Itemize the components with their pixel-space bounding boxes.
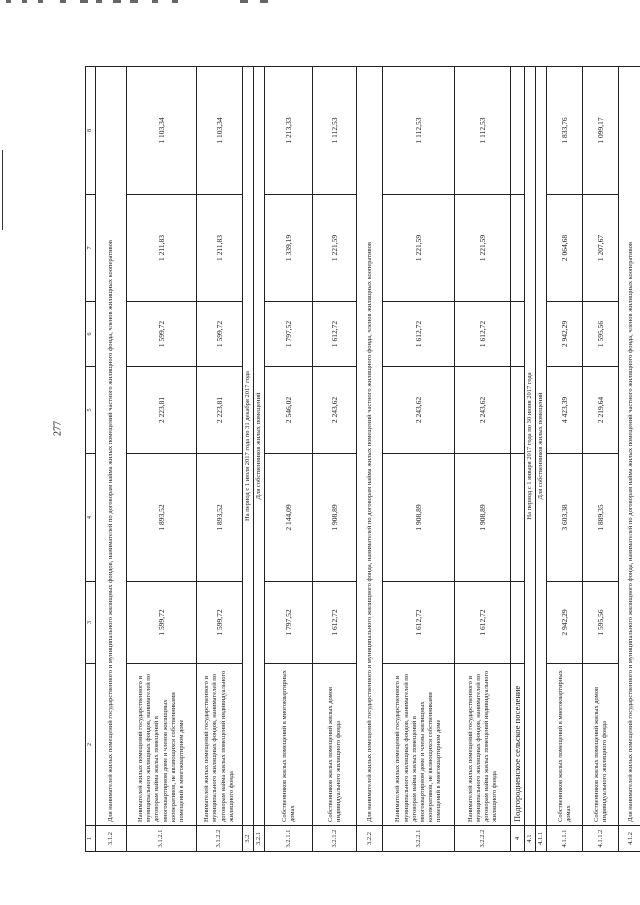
category-text: Для нанимателей жилых помещений государственного и муниципального жилищного фонда, нанимателей по договорам найма жилых помещений частного жилищного фонда, членов жилищных кооперативов <box>619 67 640 826</box>
value-col-3: 1 612,72 <box>383 582 455 664</box>
row-number: 3.2.2.1 <box>383 826 455 852</box>
value-col-4: 1 893,52 <box>127 454 197 582</box>
table-row-3-2 <box>243 67 254 852</box>
row-number: 3.2.1 <box>254 826 265 852</box>
value-col-8: 1 103,34 <box>127 67 197 195</box>
scan-edge-marks <box>0 0 640 12</box>
value-col-4: 1 889,35 <box>583 454 619 582</box>
value-col-7: 1 339,19 <box>265 195 313 302</box>
row-label: Собственников жилых помещений жилых домов индивидуального жилищного фонда <box>583 664 619 826</box>
value-col-7: 1 221,59 <box>455 195 511 302</box>
value-col-3: 1 797,52 <box>265 582 313 664</box>
value-col-4: 3 603,38 <box>547 454 583 582</box>
row-number: 3.2.1.2 <box>313 826 357 852</box>
value-col-6: 1 595,56 <box>583 302 619 367</box>
row-label: Собственников жилых помещений в многоквартирных домах <box>547 664 583 826</box>
row-number: 3.2.2 <box>357 826 383 852</box>
row-label: Нанимателей жилых помещений государственного и муниципального жилищных фондов, нанимателей по договорам найма жилых помещений индивидуального жилищного фонда <box>197 664 243 826</box>
value-col-5: 2 223,81 <box>127 367 197 454</box>
table-row-3-2-2 <box>357 67 383 852</box>
value-col-5: 4 423,39 <box>547 367 583 454</box>
row-label: Собственников жилых помещений в многоквартирных домах <box>265 664 313 826</box>
value-col-8: 1 099,17 <box>583 67 619 195</box>
row-label: Нанимателей жилых помещений государственного и муниципального жилищных фондов, нанимателей по договорам найма жилых помещений индивидуального жилищного фонда <box>455 664 511 826</box>
category-text: Для нанимателей жилых помещений государственного и муниципального жилищных фондов, нанимателей по договорам найма жилых помещений частного жилищного фонда, членов жилищных кооперативов <box>96 67 127 826</box>
value-col-8: 1 213,33 <box>265 67 313 195</box>
value-col-6: 1 612,72 <box>383 302 455 367</box>
value-col-6: 1 599,72 <box>197 302 243 367</box>
value-col-7: 1 221,59 <box>313 195 357 302</box>
table-row-3-2-1 <box>254 67 265 852</box>
row-number: 3.2 <box>243 826 254 852</box>
row-number: 4.1.1 <box>536 826 547 852</box>
table-row-4-1 <box>524 67 535 852</box>
table-row-4-1-1 <box>536 67 547 852</box>
value-col-7: 1 211,83 <box>127 195 197 302</box>
table-row-4 <box>511 67 525 852</box>
header-cell: 1 <box>86 826 96 852</box>
scan-margin-line <box>2 150 3 230</box>
value-col-4: 1 908,89 <box>313 454 357 582</box>
category-text: Для собственников жилых помещений <box>254 67 265 826</box>
row-number: 4.1.1.2 <box>583 826 619 852</box>
value-col-5: 2 243,62 <box>383 367 455 454</box>
table-row-4-1-1-1 <box>547 67 583 852</box>
row-number: 3.2.1.1 <box>265 826 313 852</box>
value-col-5: 2 219,64 <box>583 367 619 454</box>
period-text: На период с 1 января 2017 года по 30 июня 2017 года <box>524 67 535 826</box>
header-cell: 5 <box>86 367 96 454</box>
header-cell: 4 <box>86 454 96 582</box>
value-col-4: 1 908,89 <box>455 454 511 582</box>
value-col-4: 1 908,89 <box>383 454 455 582</box>
value-col-7: 1 207,67 <box>583 195 619 302</box>
column-number-header <box>86 67 96 852</box>
tariff-table <box>85 66 640 852</box>
value-col-5: 2 243,62 <box>313 367 357 454</box>
row-number: 4.1.1.1 <box>547 826 583 852</box>
value-col-5: 2 243,62 <box>455 367 511 454</box>
table-row-3-1-2-1 <box>127 67 197 852</box>
page-number: 277 <box>52 421 64 436</box>
value-col-3: 1 612,72 <box>313 582 357 664</box>
table-row-4-1-2 <box>619 67 640 852</box>
table-row-3-1-2 <box>96 67 127 852</box>
table-row-3-2-1-1 <box>265 67 313 852</box>
header-cell: 2 <box>86 664 96 826</box>
category-text: Для нанимателей жилых помещений государственного и муниципального жилищного фонда, нанимателей по договорам найма жилых помещений частного жилищного фонда, членов жилищных кооперативов <box>357 67 383 826</box>
row-number: 3.1.2.1 <box>127 826 197 852</box>
row-number: 4.1 <box>524 826 535 852</box>
settlement-name: Подгородненское сельское поселение <box>511 664 525 826</box>
value-col-3: 1 599,72 <box>127 582 197 664</box>
table-row-3-1-2-2 <box>197 67 243 852</box>
value-col-8: 1 112,53 <box>383 67 455 195</box>
value-col-7: 1 221,59 <box>383 195 455 302</box>
value-col-3: 2 942,29 <box>547 582 583 664</box>
row-label: Собственников жилых помещений жилых домов индивидуального жилищного фонда <box>313 664 357 826</box>
value-col-4: 1 893,52 <box>197 454 243 582</box>
header-cell: 6 <box>86 302 96 367</box>
value-col-7: 1 211,83 <box>197 195 243 302</box>
value-col-6: 1 612,72 <box>313 302 357 367</box>
value-col-6: 2 942,29 <box>547 302 583 367</box>
row-number: 3.1.2.2 <box>197 826 243 852</box>
value-col-8: 1 833,76 <box>547 67 583 195</box>
value-col-5: 2 546,02 <box>265 367 313 454</box>
value-col-4: 2 144,09 <box>265 454 313 582</box>
row-number: 3.1.2 <box>96 826 127 852</box>
table-row-3-2-2-2 <box>455 67 511 852</box>
value-col-7: 2 064,68 <box>547 195 583 302</box>
table-row-4-1-1-2 <box>583 67 619 852</box>
value-col-6: 1 612,72 <box>455 302 511 367</box>
value-col-8: 1 112,53 <box>313 67 357 195</box>
category-text: Для собственников жилых помещений <box>536 67 547 826</box>
row-number: 3.2.2.2 <box>455 826 511 852</box>
row-number: 4 <box>511 826 525 852</box>
row-label: Нанимателей жилых помещений государственного и муниципального жилищных фондов, нанимателей по договорам найма жилых помещений в многоквартирном доме и членов жилищных кооперативов, не являющихся собственниками помещений в многоквартирном доме <box>127 664 197 826</box>
table-row-3-2-1-2 <box>313 67 357 852</box>
value-col-6: 1 599,72 <box>127 302 197 367</box>
row-number: 4.1.2 <box>619 826 640 852</box>
value-col-5: 2 223,81 <box>197 367 243 454</box>
tariff-table-sheet <box>85 67 634 852</box>
header-cell: 3 <box>86 582 96 664</box>
value-col-8: 1 103,34 <box>197 67 243 195</box>
value-col-3: 1 612,72 <box>455 582 511 664</box>
value-col-3: 1 595,56 <box>583 582 619 664</box>
table-row-3-2-2-1 <box>383 67 455 852</box>
row-label: Нанимателей жилых помещений государственного и муниципального жилищных фондов, нанимателей по договорам найма жилых помещений в многоквартирном доме и члены жилищных кооперативов, не являющихся собственниками помещений в многоквартирном доме <box>383 664 455 826</box>
value-col-3: 1 599,72 <box>197 582 243 664</box>
period-text: На период с 1 июля 2017 года по 31 декабря 2017 года <box>243 67 254 826</box>
header-cell: 7 <box>86 195 96 302</box>
header-cell: 8 <box>86 67 96 195</box>
value-col-6: 1 797,52 <box>265 302 313 367</box>
value-col-8: 1 112,53 <box>455 67 511 195</box>
